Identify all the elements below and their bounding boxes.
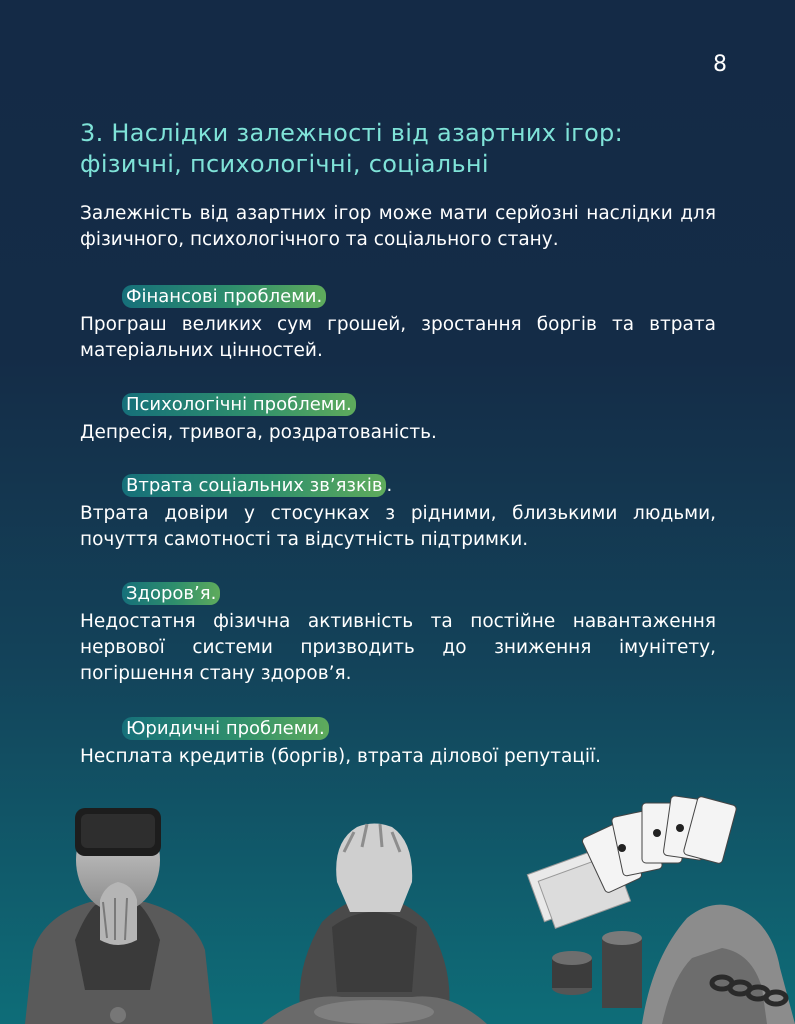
section-text: Втрата довіри у стосунках з рідними, близькими людьми, почуття самотності та відсутність підтримки. [80,503,716,550]
section-title: 3. Наслідки залежності від азартних ігор: фізичні, психологічні, соціальні [80,119,623,178]
page-number: 8 [713,52,727,77]
section-heading: Фінансові проблеми. [122,285,326,308]
vr-headset-man-icon [15,790,220,1024]
section-text: Несплата кредитів (боргів), втрата ділової репутації. [80,746,602,767]
heading-period: . [386,475,393,496]
cards-chips-chains-icon [522,788,795,1024]
section-health [80,582,720,687]
section-heading: Втрата соціальних зв’язків [122,474,386,497]
section-psychological [80,393,720,446]
section-social [80,474,720,553]
section-text: Депресія, тривога, роздратованість. [80,422,437,443]
despairing-man-icon [262,812,487,1024]
section-financial [80,285,720,364]
section-text: Недостатня фізична активність та постійне навантаження нервової системи призводить до зниження імунітету, погіршення стану здоров’я. [80,611,716,684]
section-heading: Юридичні проблеми. [122,717,329,740]
section-legal [80,717,720,770]
section-heading: Здоров’я. [122,582,220,605]
intro-paragraph: Залежність від азартних ігор може мати серйозні наслідки для фізичного, психологічного та соціального стану. [80,203,716,250]
section-heading: Психологічні проблеми. [122,393,356,416]
section-text: Програш великих сум грошей, зростання боргів та втрата матеріальних цінностей. [80,314,716,361]
